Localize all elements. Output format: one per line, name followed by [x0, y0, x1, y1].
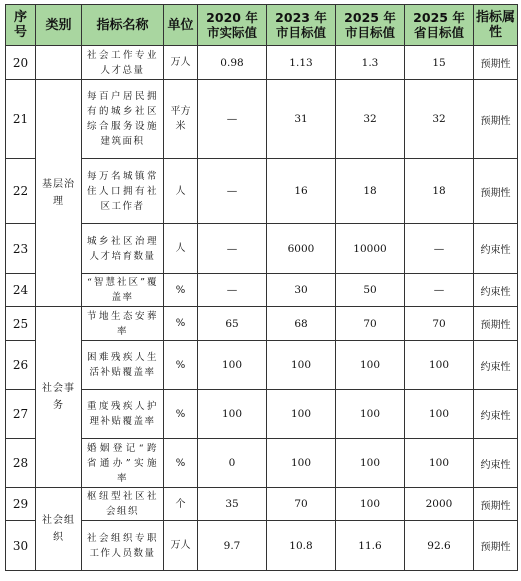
- header-actual-2020: 2020 年市实际值: [198, 5, 267, 46]
- value-2025-city: 32: [336, 80, 405, 159]
- value-2023-city: 10.8: [267, 521, 336, 571]
- attribute-cell: 约束性: [474, 439, 518, 488]
- indicator-name: 困难残疾人生活补贴覆盖率: [82, 341, 164, 390]
- row-seq: 23: [6, 224, 36, 274]
- table-row: [6, 307, 518, 341]
- indicator-name: 社会工作专业人才总量: [82, 46, 164, 80]
- attribute-cell: 约束性: [474, 274, 518, 307]
- table-row: [6, 46, 518, 80]
- category-social-org: 社会组织: [36, 488, 82, 571]
- table-row: [6, 159, 518, 224]
- value-2023-city: 6000: [267, 224, 336, 274]
- unit-cell: %: [164, 439, 198, 488]
- table-row: [6, 390, 518, 439]
- value-2023-city: 100: [267, 439, 336, 488]
- value-2020: 100: [198, 390, 267, 439]
- attribute-cell: 预期性: [474, 46, 518, 80]
- row-seq: 29: [6, 488, 36, 521]
- indicator-table: [5, 4, 518, 571]
- value-2025-city: 70: [336, 307, 405, 341]
- attribute-cell: 约束性: [474, 224, 518, 274]
- value-2023-city: 70: [267, 488, 336, 521]
- attribute-cell: 预期性: [474, 521, 518, 571]
- unit-cell: 万人: [164, 46, 198, 80]
- table-row: [6, 80, 518, 159]
- value-2023-city: 31: [267, 80, 336, 159]
- value-2020: 100: [198, 341, 267, 390]
- value-2025-province: —: [405, 224, 474, 274]
- value-2020: 9.7: [198, 521, 267, 571]
- value-2025-city: 11.6: [336, 521, 405, 571]
- attribute-cell: 约束性: [474, 341, 518, 390]
- header-target-2025-province: 2025 年省目标值: [405, 5, 474, 46]
- value-2023-city: 100: [267, 390, 336, 439]
- row-seq: 27: [6, 390, 36, 439]
- value-2025-province: 18: [405, 159, 474, 224]
- header-category: 类别: [36, 5, 82, 46]
- value-2025-province: 70: [405, 307, 474, 341]
- row-seq: 24: [6, 274, 36, 307]
- value-2020: 0.98: [198, 46, 267, 80]
- indicator-name: 枢纽型社区社会组织: [82, 488, 164, 521]
- row-seq: 22: [6, 159, 36, 224]
- attribute-cell: 预期性: [474, 159, 518, 224]
- indicator-name: “智慧社区”覆盖率: [82, 274, 164, 307]
- unit-cell: 个: [164, 488, 198, 521]
- unit-cell: %: [164, 341, 198, 390]
- table-row: [6, 341, 518, 390]
- unit-cell: 万人: [164, 521, 198, 571]
- value-2020: —: [198, 224, 267, 274]
- table-row: [6, 439, 518, 488]
- value-2025-city: 100: [336, 439, 405, 488]
- attribute-cell: 约束性: [474, 390, 518, 439]
- value-2023-city: 30: [267, 274, 336, 307]
- category-cell-empty: [36, 46, 82, 80]
- header-attribute: 指标属性: [474, 5, 518, 46]
- value-2025-province: 15: [405, 46, 474, 80]
- attribute-cell: 预期性: [474, 488, 518, 521]
- unit-cell: 人: [164, 224, 198, 274]
- value-2025-province: 32: [405, 80, 474, 159]
- table-row: [6, 521, 518, 571]
- indicator-name: 节地生态安葬率: [82, 307, 164, 341]
- value-2020: —: [198, 274, 267, 307]
- unit-cell: 平方米: [164, 80, 198, 159]
- header-target-2025-city: 2025 年市目标值: [336, 5, 405, 46]
- value-2020: —: [198, 159, 267, 224]
- table-row: [6, 488, 518, 521]
- indicator-name: 每万名城镇常住人口拥有社区工作者: [82, 159, 164, 224]
- row-seq: 21: [6, 80, 36, 159]
- indicator-name: 城乡社区治理人才培育数量: [82, 224, 164, 274]
- row-seq: 25: [6, 307, 36, 341]
- value-2025-province: 2000: [405, 488, 474, 521]
- header-indicator: 指标名称: [82, 5, 164, 46]
- indicator-table-page: [5, 4, 518, 571]
- value-2020: 65: [198, 307, 267, 341]
- indicator-name: 重度残疾人护理补贴覆盖率: [82, 390, 164, 439]
- unit-cell: 人: [164, 159, 198, 224]
- value-2025-province: 100: [405, 341, 474, 390]
- unit-cell: %: [164, 274, 198, 307]
- unit-cell: %: [164, 307, 198, 341]
- value-2023-city: 16: [267, 159, 336, 224]
- value-2023-city: 100: [267, 341, 336, 390]
- indicator-name: 每百户居民拥有的城乡社区综合服务设施建筑面积: [82, 80, 164, 159]
- unit-cell: %: [164, 390, 198, 439]
- value-2025-city: 1.3: [336, 46, 405, 80]
- attribute-cell: 预期性: [474, 80, 518, 159]
- category-social-affairs: 社会事务: [36, 307, 82, 488]
- indicator-name: 社会组织专职工作人员数量: [82, 521, 164, 571]
- header-row: [6, 5, 518, 46]
- header-target-2023-city: 2023 年市目标值: [267, 5, 336, 46]
- value-2025-city: 50: [336, 274, 405, 307]
- value-2025-province: 92.6: [405, 521, 474, 571]
- value-2023-city: 1.13: [267, 46, 336, 80]
- value-2023-city: 68: [267, 307, 336, 341]
- header-unit: 单位: [164, 5, 198, 46]
- value-2025-city: 10000: [336, 224, 405, 274]
- value-2025-province: —: [405, 274, 474, 307]
- value-2025-city: 100: [336, 390, 405, 439]
- value-2020: 0: [198, 439, 267, 488]
- header-seq: 序号: [6, 5, 36, 46]
- indicator-name: 婚姻登记“跨省通办”实施率: [82, 439, 164, 488]
- value-2025-city: 100: [336, 488, 405, 521]
- row-seq: 28: [6, 439, 36, 488]
- row-seq: 30: [6, 521, 36, 571]
- attribute-cell: 预期性: [474, 307, 518, 341]
- table-row: [6, 274, 518, 307]
- value-2020: —: [198, 80, 267, 159]
- value-2025-province: 100: [405, 390, 474, 439]
- value-2020: 35: [198, 488, 267, 521]
- row-seq: 20: [6, 46, 36, 80]
- value-2025-city: 18: [336, 159, 405, 224]
- value-2025-province: 100: [405, 439, 474, 488]
- value-2025-city: 100: [336, 341, 405, 390]
- category-grassroots: 基层治理: [36, 80, 82, 307]
- row-seq: 26: [6, 341, 36, 390]
- table-row: [6, 224, 518, 274]
